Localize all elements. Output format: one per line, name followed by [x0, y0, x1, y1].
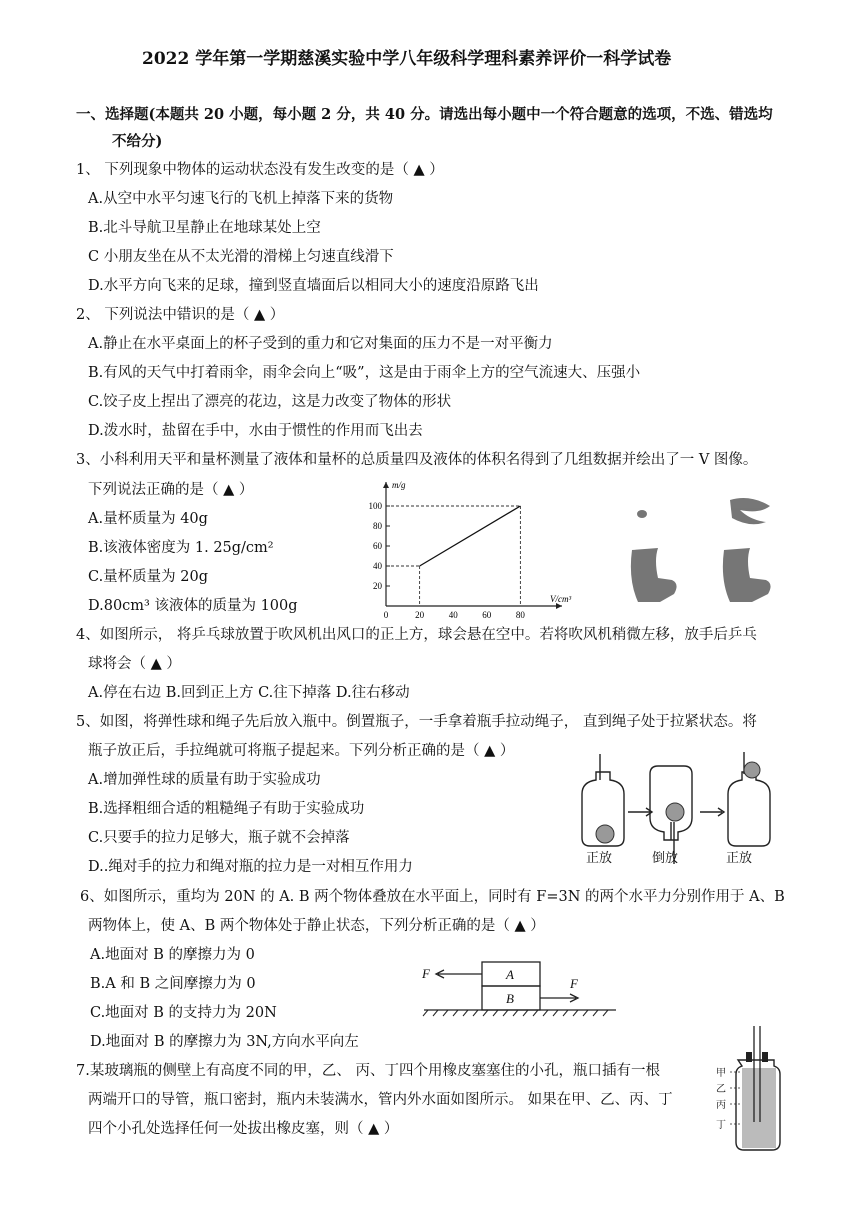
y-tick-label: 100 — [368, 501, 382, 511]
mass-volume-chart — [350, 470, 570, 620]
q2-option-c: C.饺子皮上捏出了漂亮的花边，这是力改变了物体的形状 — [88, 394, 452, 410]
q2-option-d: D.泼水时，盐留在手中，水由于惯性的作用而飞出去 — [88, 423, 423, 439]
y-tick-label: 60 — [373, 541, 382, 551]
q6-option-a: A.地面对 B 的摩擦力为 0 — [90, 947, 255, 963]
q2-option-b: B.有风的天气中打着雨伞，雨伞会向上“吸”，这是由于雨伞上方的空气流速大、压强小 — [88, 365, 641, 381]
q3-option-c: C.量杯质量为 20g — [88, 569, 209, 585]
q3-stem-line1: 3、小科利用天平和量杯测量了液体和量杯的总质量四及液体的体积名得到了几组数据并绘出了一 V 图像。 — [76, 452, 758, 468]
q6-option-b: B.A 和 B 之间摩擦力为 0 — [90, 976, 256, 992]
hole-label-jia: 甲 — [716, 1068, 726, 1079]
q2-option-a: A.静止在水平桌面上的杯子受到的重力和它对集面的压力不是一对平衡力 — [88, 336, 553, 352]
q6-option-d: D.地面对 B 的摩擦力为 3N,方向水平向左 — [90, 1034, 359, 1050]
x-tick-label: 80 — [515, 610, 525, 620]
y-axis-arrow — [383, 482, 389, 488]
y-tick-label: 40 — [373, 561, 382, 571]
y-tick-label: 20 — [373, 581, 382, 591]
hole-label-yi: 乙 — [716, 1084, 726, 1095]
q4-options: A.停在右边 B.回到正上方 C.往下掉落 D.往右移动 — [88, 685, 410, 701]
q1-stem: 1、 下列现象中物体的运动状态没有发生改变的是（ ▲ ） — [76, 162, 444, 178]
q5-option-b: B.选择粗细合适的粗糙绳子有助于实验成功 — [88, 801, 365, 817]
bottle-label-2: 倒放 — [652, 850, 679, 865]
q7-stem-line3: 四个小孔处选择任何一处拔出橡皮塞，则（ ▲ ） — [88, 1121, 399, 1137]
x-tick-label: 20 — [415, 610, 425, 620]
block-b-label: B — [506, 991, 514, 1006]
q5-stem-line1: 5、如图，将弹性球和绳子先后放入瓶中。倒置瓶子，一手拿着瓶手拉动绳子， 直到绳子处于拉紧状态。将 — [76, 714, 757, 730]
q1-option-d: D.水平方向飞来的足球，撞到竖直墙面后以相同大小的速度沿原路飞出 — [88, 278, 539, 294]
bottle-label-1: 正放 — [586, 850, 613, 865]
q6-stem-line2: 两物体上，使 A、B 两个物体处于静止状态，下列分析正确的是（ ▲ ） — [88, 918, 545, 934]
force-label-right: F — [570, 976, 578, 991]
q5-option-d: D..绳对手的拉力和绳对瓶的拉力是一对相互作用力 — [88, 859, 413, 875]
block-a-label: A — [506, 967, 514, 982]
y-tick-label: 80 — [373, 521, 382, 531]
x-tick-label: 0 — [383, 610, 389, 620]
x-tick-label: 40 — [448, 610, 458, 620]
bottle-label-3: 正放 — [726, 850, 753, 865]
blocks-force-figure — [420, 956, 620, 1020]
q1-option-a: A.从空中水平匀速飞行的飞机上掉落下来的货物 — [88, 191, 394, 207]
x-axis-label: V/cm³ — [550, 594, 572, 604]
q6-option-c: C.地面对 B 的支持力为 20N — [90, 1005, 277, 1021]
q7-stem-line1: 7.某玻璃瓶的侧壁上有高度不同的甲，乙、 丙、丁四个用橡皮塞塞住的小孔，瓶口插有一根 — [76, 1063, 660, 1079]
q3-option-a: A.量杯质量为 40g — [88, 511, 208, 527]
hole-label-bing: 丙 — [716, 1100, 726, 1111]
series-line — [420, 506, 521, 566]
x-tick-label: 60 — [482, 610, 492, 620]
q3-stem-line2: 下列说法正确的是（ ▲ ） — [88, 482, 254, 498]
section-header-line2: 不给分) — [112, 133, 163, 150]
q5-stem-line2: 瓶子放正后，手拉绳就可将瓶子提起来。下列分析正确的是（ ▲ ） — [88, 743, 515, 759]
q4-stem-line2: 球将会（ ▲ ） — [88, 656, 181, 672]
section-header-line1: 一、选择题(本题共 20 小题，每小题 2 分，共 40 分。请选出每小题中一个符合题意的选项，不选、错选均 — [76, 106, 773, 123]
bottle-rope-figure — [576, 752, 786, 868]
hole-label-ding: 丁 — [716, 1120, 726, 1131]
q6-stem-line1: 6、如图所示，重均为 20N 的 A. B 两个物体叠放在水平面上，同时有 F=3N 的两个水平力分别作用于 A、B — [80, 889, 785, 905]
q1-option-c: C 小朋友坐在从不太光滑的滑梯上匀速直线滑下 — [88, 249, 394, 265]
page-title: 2022 学年第一学期慈溪实验中学八年级科学理科素养评价一科学试卷 — [142, 49, 672, 69]
y-axis-label: m/g — [392, 480, 406, 490]
q3-option-d: D.80cm³ 该液体的质量为 100g — [88, 598, 298, 614]
glass-bottle-figure — [716, 1026, 792, 1154]
q1-option-b: B.北斗导航卫星静止在地球某处上空 — [88, 220, 321, 236]
q3-option-b: B.该液体密度为 1. 25g/cm² — [88, 540, 274, 556]
q5-option-c: C.只要手的拉力足够大，瓶子就不会掉落 — [88, 830, 350, 846]
q7-stem-line2: 两端开口的导管，瓶口密封，瓶内未装满水，管内外水面如图所示。 如果在甲、乙、丙、丁 — [88, 1092, 673, 1108]
force-label-left: F — [422, 966, 430, 981]
hair-dryer-photo — [620, 490, 780, 610]
q4-stem-line1: 4、如图所示， 将乒乓球放置于吹风机出风口的正上方，球会悬在空中。若将吹风机稍微左移，放手后乒乓 — [76, 627, 757, 643]
q5-option-a: A.增加弹性球的质量有助于实验成功 — [88, 772, 321, 788]
q2-stem: 2、 下列说法中错识的是（ ▲ ） — [76, 307, 285, 323]
